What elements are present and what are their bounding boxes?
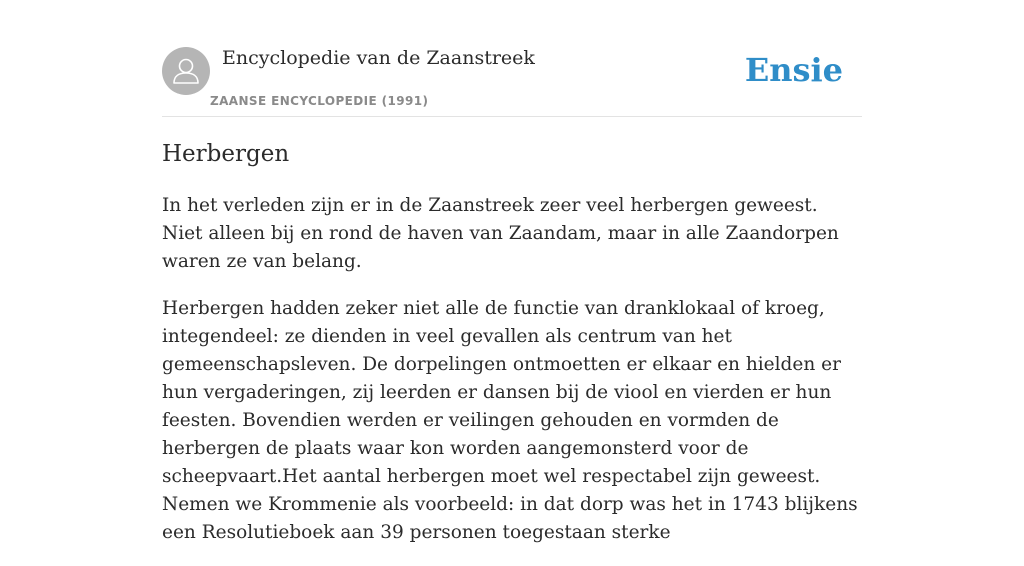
book-subtitle: ZAANSE ENCYCLOPEDIE (1991) <box>210 94 429 108</box>
article-title: Herbergen <box>162 141 290 167</box>
article-paragraph: In het verleden zijn er in de Zaanstreek zeer veel herbergen geweest. Niet alleen bij en rond de haven van Zaandam, maar in alle Zaandorpen waren ze van belang. <box>162 195 839 272</box>
user-silhouette-icon <box>162 47 210 95</box>
header <box>162 0 862 117</box>
article-paragraph: Herbergen hadden zeker niet alle de functie van dranklokaal of kroeg, integendeel: ze dienden in veel gevallen als centrum van het gemeenschapsleven. De dorpelingen ontmoetten er elkaar en hielden er hun vergaderingen, zij leerden er dansen bij de viool en vierden er hun feesten. Bovendien werden er veilingen gehouden en vormden de herbergen de plaats waar kon worden aangemonsterd voor de scheepvaart.Het aantal herbergen moet wel respectabel zijn geweest. Nemen we Krommenie als voorbeeld: in dat dorp was het in 1743 blijkens een Resolutieboek aan 39 personen toegestaan sterke <box>162 298 858 543</box>
author-avatar[interactable] <box>162 47 210 95</box>
book-title-link[interactable]: Encyclopedie van de Zaanstreek <box>222 47 535 69</box>
article-body <box>162 192 862 566</box>
page <box>162 0 862 543</box>
brand-logo-link[interactable]: Ensie <box>744 51 843 89</box>
